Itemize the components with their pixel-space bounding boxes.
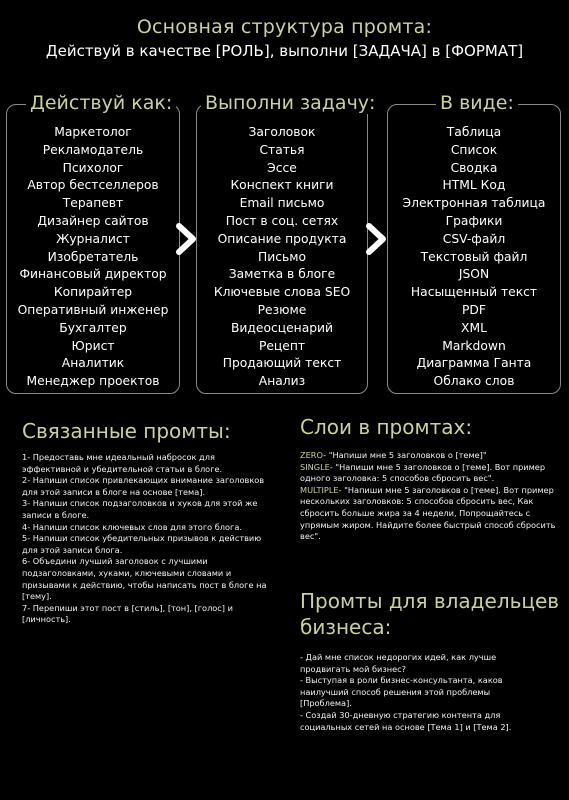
list-item: HTML Код (442, 178, 506, 193)
list-item: Эссе (267, 160, 297, 175)
list-item: Изобретатель (47, 249, 139, 264)
list-item: Заметка в блоге (228, 267, 336, 282)
list-item: 3- Напиши список подзаголовков и хуков для этой же записи в блоге. (22, 498, 258, 520)
list-item: CSV-файл (442, 231, 506, 246)
layer-text: - "Напиши мне 5 заголовков о [теме]. Вот пример одного заголовка: 5 способов сбросить вес". (300, 461, 546, 484)
role-list (6, 124, 180, 391)
layer-item (300, 450, 558, 462)
related-prompts-list (22, 452, 272, 626)
layer-item (300, 462, 558, 485)
role-column-heading: Действуй как: (26, 92, 176, 114)
list-item: - Дай мне список недорогих идей, как лучше продвигать мой бизнес? (300, 652, 497, 674)
layer-key: SINGLE (300, 461, 330, 472)
layer-key: ZERO (300, 450, 324, 460)
list-item: XML (461, 320, 487, 335)
task-column-heading: Выполни задачу: (201, 92, 379, 114)
related-prompts-title: Связанные промты: (22, 419, 231, 443)
list-item: - Выступая в роли бизнес-консультанта, каков наилучший способ решения этой проблемы [Проблема]. (300, 675, 503, 709)
chevron-right-icon (363, 222, 389, 256)
list-item: Список (450, 142, 498, 157)
chevron-right-icon (173, 222, 199, 256)
list-item: 7- Перепиши этот пост в [стиль], [тон], [голос] и [личность]. (22, 602, 233, 625)
list-item: - Создай 30-дневную стратегию контента для социальных сетей на основе [Тема 1] и [Тема 2]. (300, 709, 512, 732)
list-item: Юрист (71, 338, 115, 353)
list-item: Пост в соц. сетях (225, 213, 339, 228)
list-item: Графики (445, 213, 503, 228)
list-item: Бухгалтер (59, 320, 127, 335)
format-list (387, 124, 561, 391)
list-item: Статья (259, 142, 305, 157)
prompt-formula: Действуй в качестве [РОЛЬ], выполни [ЗАДАЧА] в [ФОРМАТ] (45, 42, 524, 60)
layer-text: - "Напиши мне 5 заголовков о [теме]. Вот пример нескольких заголовков: 5 способов сбросить вес, Как сбросить больше жира за 4 недели, Попрощайтесь с упрямым жиром. Найдите более быстрый способ сбросить вес". (300, 484, 556, 542)
list-item: Видеосценарий (230, 320, 334, 335)
list-item: Описание продукта (217, 231, 347, 246)
business-prompts-title: Промты для владельцев бизнеса: (300, 589, 560, 639)
list-item: Оперативный инженер (17, 302, 169, 317)
list-item: Email письмо (239, 196, 325, 211)
business-prompts-list (300, 652, 540, 733)
list-item: Журналист (56, 231, 130, 246)
list-item: Копирайтер (53, 285, 133, 300)
list-item: Облако слов (433, 374, 515, 389)
list-item: Насыщенный текст (410, 285, 538, 300)
list-item: Финансовый директор (19, 267, 167, 282)
task-list (196, 124, 368, 391)
list-item: 6- Объедини лучший заголовок с лучшими подзаголовками, хуками, ключевыми словами и призывами к действию, чтобы написать пост в блоге на [тему]. (22, 556, 267, 602)
list-item: Рекламодатель (42, 142, 144, 157)
list-item: Дизайнер сайтов (37, 213, 149, 228)
layer-text: - "Напиши мне 5 заголовков о [теме]" (323, 450, 487, 460)
list-item: Заголовок (248, 125, 316, 139)
list-item: Терапевт (62, 196, 124, 211)
list-item: Автор бестселлеров (27, 178, 159, 193)
format-column-heading: В виде: (436, 92, 518, 114)
list-item: Менеджер проектов (26, 374, 160, 389)
list-item: Резюме (257, 302, 307, 317)
prompt-layers-title: Слои в промтах: (300, 415, 473, 439)
list-item: Маркетолог (54, 125, 132, 139)
layer-key: MULTIPLE (300, 484, 339, 495)
list-item: 2- Напиши список привлекающих внимание заголовков для этой записи в блоге на основе [тема]. (22, 475, 265, 497)
main-title: Основная структура промта: (136, 16, 433, 38)
list-item: 1- Предоставь мне идеальный набросок для эффективной и убедительной статьи в блоге. (22, 452, 223, 474)
list-item: Сводка (450, 160, 498, 175)
prompt-layers-list (300, 450, 558, 543)
list-item: Ключевые слова SEO (213, 285, 351, 300)
list-item: Текстовый файл (420, 249, 528, 264)
list-item: 4- Напиши список ключевых слов для этого блога. (22, 521, 242, 532)
list-item: JSON (458, 267, 490, 282)
list-item: Диаграмма Ганта (416, 356, 532, 371)
list-item: 5- Напиши список убедительных призывов к действию для этой записи блога. (22, 533, 262, 555)
list-item: Аналитик (61, 356, 125, 371)
layer-item (300, 485, 558, 543)
list-item: Письмо (257, 249, 307, 264)
list-item: Конспект книги (230, 178, 334, 193)
list-item: Электронная таблица (402, 196, 546, 211)
list-item: Markdown (442, 338, 506, 353)
list-item: PDF (462, 302, 486, 317)
list-item: Психолог (62, 160, 124, 175)
list-item: Рецепт (258, 338, 306, 353)
list-item: Анализ (258, 374, 306, 389)
list-item: Таблица (446, 125, 502, 139)
list-item: Продающий текст (222, 356, 342, 371)
